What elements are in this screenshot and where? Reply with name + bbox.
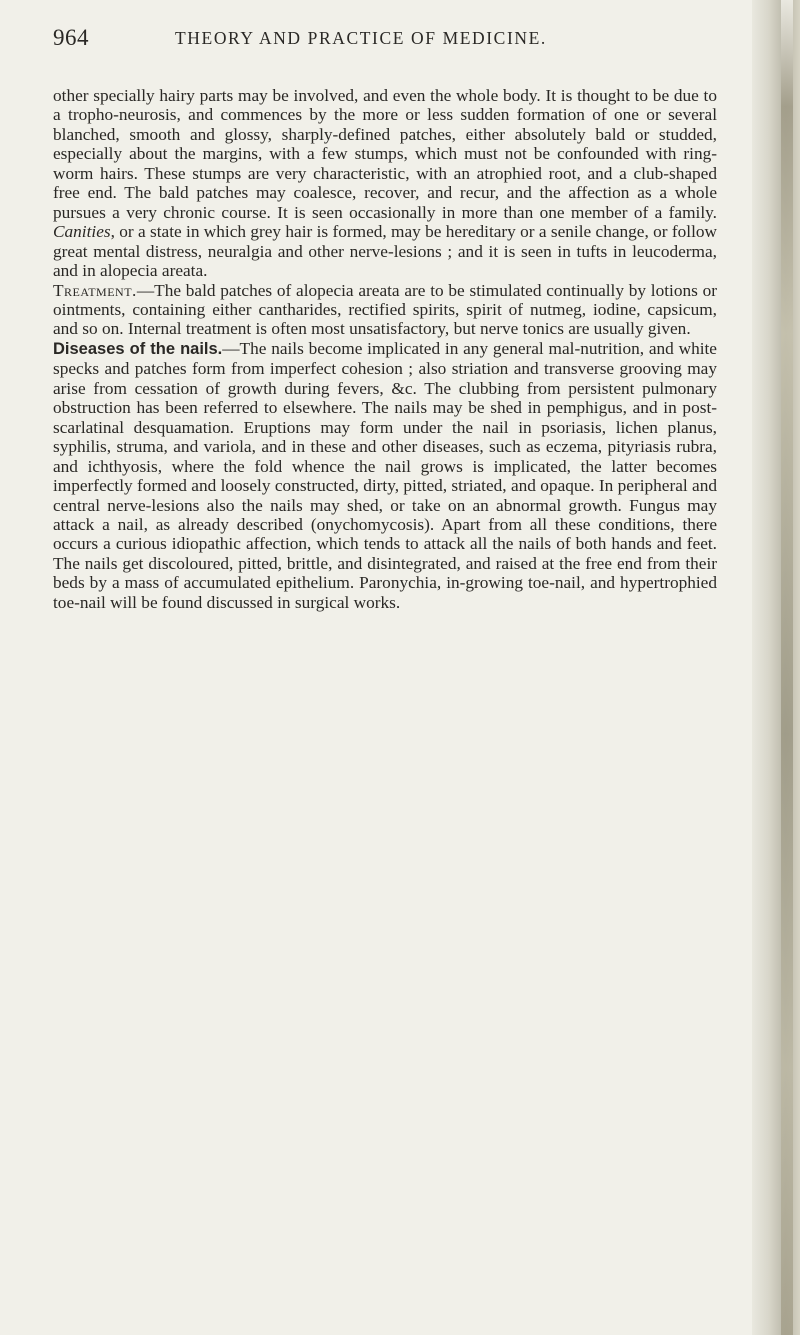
paragraph-nails [53, 339, 717, 612]
paragraph-alopecia [53, 86, 717, 281]
page-number: 964 [53, 25, 89, 50]
text-segment: , or a state in which grey hair is formed, may be hereditary or a senile change, or follow great mental distress, neuralgia and other nerve-lesions ; and it is seen in tufts in leucoderma, and in alopecia areata. [53, 222, 717, 281]
section-heading-diseases-of-nails: Diseases of the nails. [53, 339, 223, 358]
italic-term-canities: Canities [53, 222, 111, 242]
page-binding-edge [781, 0, 793, 1335]
running-head: THEORY AND PRACTICE OF MEDICINE. [175, 28, 547, 48]
page-header [53, 25, 717, 55]
paragraph-treatment [53, 281, 717, 339]
body-text [53, 86, 717, 612]
text-segment: other specially hairy parts may be involved, and even the whole body. It is thought to be due to a tropho-neurosis, and commences by the more or less sudden formation of one or several blanched, smooth and glossy, sharply-defined patches, either absolutely bald or studded, especially about the margins, with a few stumps, which must not be confounded with ring-worm hairs. These stumps are very characteristic, with an atrophied root, and a club-shaped free end. The bald patches may coalesce, recover, and recur, and the affection as a whole pursues a very chronic course. It is seen occasionally in more than one member of a family. [53, 86, 717, 222]
section-heading-treatment: Treatment. [53, 280, 137, 300]
text-segment: —The bald patches of alopecia areata are to be stimulated continually by lotions or ointments, containing either cantharides, rectified spirits, spirit of nutmeg, iodine, capsicum, and so on. Internal treatment is often most unsatisfactory, but nerve tonics are usually given. [53, 280, 717, 339]
text-segment: —The nails become implicated in any general mal-nutrition, and white specks and patches form from imperfect cohesion ; also striation and transverse grooving may arise from cessation of growth during fevers, &c. The clubbing from persistent pulmonary obstruction has been referred to elsewhere. The nails may be shed in pemphigus, and in post-scarlatinal desquamation. Eruptions may form under the nail in psoriasis, lichen planus, syphilis, struma, and variola, and in these and other diseases, such as eczema, pityriasis rubra, and ichthyosis, where the fold whence the nail grows is implicated, the latter becomes imperfectly formed and loosely constructed, dirty, pitted, striated, and opaque. In peripheral and central nerve-lesions also the nails may shed, or take on an abnormal growth. Fungus may attack a nail, as already described (onychomycosis). Apart from all these conditions, there occurs a curious idiopathic affection, which tends to attack all the nails of both hands and feet. The nails get discoloured, pitted, brittle, and disintegrated, and raised at the free end from their beds by a mass of accumulated epithelium. Paronychia, in-growing toe-nail, and hypertrophied toe-nail will be found discussed in surgical works. [53, 338, 717, 612]
